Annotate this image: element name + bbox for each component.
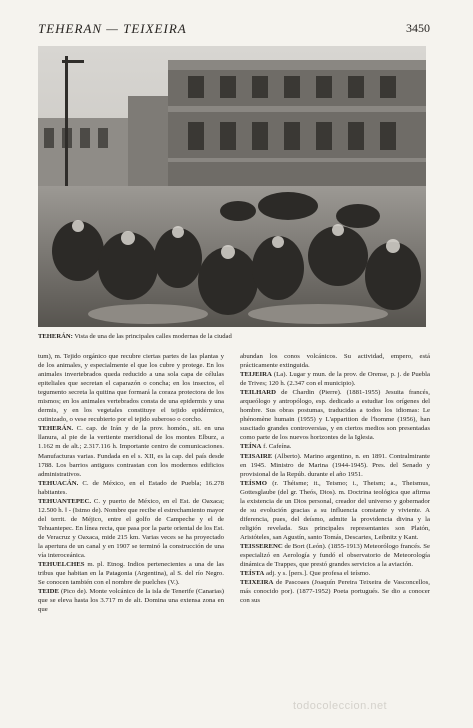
dictionary-entry	[38, 587, 224, 614]
entry-text: f. Cafeína.	[263, 443, 292, 451]
entry-text: adj. y s. [pers.]. Que profesa el teísmo.	[265, 570, 371, 578]
entry-text: (Pico de). Monte volcánico de la isla de Tenerife (Canarias) que se eleva hasta los 3.717 m de alt. Domina una extensa zona en que	[38, 588, 224, 614]
left-column	[38, 352, 224, 614]
dictionary-entry	[240, 388, 430, 442]
photo-caption	[38, 333, 426, 340]
dictionary-entry	[240, 352, 430, 370]
page-header	[38, 19, 430, 39]
entry-text: m. pl. Etnog. Indios pertenecientes a una de las tribus que habitan en la Patagonia (Argentina), al S. del río Negro. Se conocen también con el nombre de puelches (V.).	[38, 561, 224, 587]
entry-text: C. y puerto de México, en el Est. de Oaxaca; 12.500 h. ‖ - (Istmo de). Nombre que recibe el estrechamiento mayor del territ. de Méjico, entre el golfo de Campeche y el de Tehuantepec. En línea recta, que pasa por la parte oriental de los Est. de Veracruz y Oaxaca, mide 215 km. Varias veces se ha proyectado la apertura de un canal y en 1907 se terminó la construcción de una vía interoceánica.	[38, 497, 225, 560]
dictionary-entry	[38, 352, 224, 424]
dictionary-entry	[240, 479, 430, 542]
photo-illustration	[38, 46, 426, 327]
right-column	[240, 352, 430, 605]
entry-text: de Pascoaes (Joaquín Pereira Teixeira de Vasconcellos, más conocido por). (1877-1952) Poeta portugués. Se dio a conocer con sus	[240, 579, 430, 605]
dictionary-entry	[240, 452, 430, 479]
dictionary-entry	[38, 424, 224, 478]
entry-headword: TEIDE	[38, 588, 60, 596]
entry-text: (Alberto). Marino argentino, n. en 1891. Contralmirante en 1945. Ministro de Marina (1944-1945). Pres. del Senado y provisional de la Repúb. durante el año 1951.	[240, 452, 430, 478]
caption-label: TEHERÁN:	[38, 333, 73, 340]
entry-text: (La). Lugar y mun. de la prov. de Orense, p. j. de Puebla de Trives; 120 h. (2.347 con el municipio).	[240, 371, 431, 388]
entry-text: (r. Théisme; it., Teismo; i., Theism; a., Theismus, Gottesglaube (del gr. Theós, Dios). m. Doctrina teológica que afirma la existencia de un Dios personal, creador del universo y gobernador de su evolución gracias a su influencia constante y viviente. A diferencia, pues, del deísmo, admite la providencia divina y la religión revelada. Sus principales representantes son Platón, Aristóteles, san Agustín, santo Tomás, Descartes, Leibnitz y Kant.	[240, 479, 430, 541]
entry-headword: TEHERÁN.	[38, 425, 74, 433]
running-head: TEHERAN — TEIXEIRA	[38, 21, 187, 36]
caption-text: Vista de una de las principales calles modernas de la ciudad	[74, 333, 232, 340]
page-number: 3450	[406, 21, 430, 35]
entry-text: de Bort (León). (1855-1913) Meteorólogo francés. Se especializó en Aerología y fundó el observatorio de Meteorología dinámica de Trappes, que prestó grandes servicios a la aviación.	[240, 542, 430, 569]
entry-text: abundan los conos volcánicos. Su actividad, empero, está prácticamente extinguida.	[240, 353, 430, 370]
entry-headword: TEÍSMO	[240, 479, 268, 487]
entry-headword: TEHUANTEPEC.	[38, 497, 92, 505]
entry-headword: TEHUACÁN.	[38, 479, 79, 487]
entry-text: C. de México, en el Estado de Puebla; 16.278 habitantes.	[38, 479, 224, 496]
dictionary-entry	[38, 497, 224, 560]
entry-headword: TEILHARD	[240, 389, 277, 397]
entry-text: de Chardin (Pierre). (1881-1955) Jesuita francés, arqueólogo y antropólogo, esp. dedicado a estudiar los orígenes del hombre. Sus obras postumas, traducidas a todos los idiomas: Le phénomène humain (1955) y L'apparition de l'homme (1956), han suscitado grandes controversias, y en ciertos medios son presentadas como parte de los nuevos horizontes de la Iglesia.	[240, 389, 430, 442]
entry-headword: TEIJEIRA	[240, 371, 272, 379]
dictionary-entry	[240, 569, 430, 578]
dictionary-entry	[240, 542, 430, 569]
entry-headword: TEISSERENC	[240, 542, 283, 550]
entry-headword: TEÍNA	[240, 443, 262, 451]
entry-text: C. cap. de Irán y de la prov. homón., sit. en una llanura, al pie de la vertiente meridional de los montes Elburz, a 1.162 m de alt.; 2.317.116 h. Importante centro de comunicaciones. Manufacturas varias. Fundada en el s. XII, es la cap. del país desde 1788. Los barrios antiguos contrastan con los modernos edificios administrativos.	[38, 425, 225, 478]
dictionary-entry	[240, 370, 430, 388]
street-photograph	[38, 46, 426, 327]
entry-headword: TEISAIRE	[240, 452, 273, 460]
dictionary-entry	[240, 578, 430, 605]
dictionary-entry	[38, 479, 224, 497]
dictionary-entry	[240, 442, 430, 451]
entry-headword: TEÍSTA	[240, 570, 265, 578]
entry-text: tum), m. Tejido orgánico que recubre ciertas partes de las plantas y de los animales, y especialmente el que los cubre y protege. En los animales invertebrados queda reducido a una sola capa de células epiteliales que secretan el caparazón o concha; en los insectos, el tegumento secreta la quitina que formará la coraza protectora de los mismos; en los animales vertebrados consta de una epidermis y una dermis, y en los vegetales constituye el tejido epidérmico, cutinizado, o vese recubierto por el tejido suberoso o corcho.	[38, 353, 224, 424]
dictionary-entry	[38, 560, 224, 587]
watermark: todocoleccion.net	[293, 700, 388, 712]
entry-headword: TEIXEIRA	[240, 579, 274, 587]
entry-headword: TEHUELCHES	[38, 561, 85, 569]
